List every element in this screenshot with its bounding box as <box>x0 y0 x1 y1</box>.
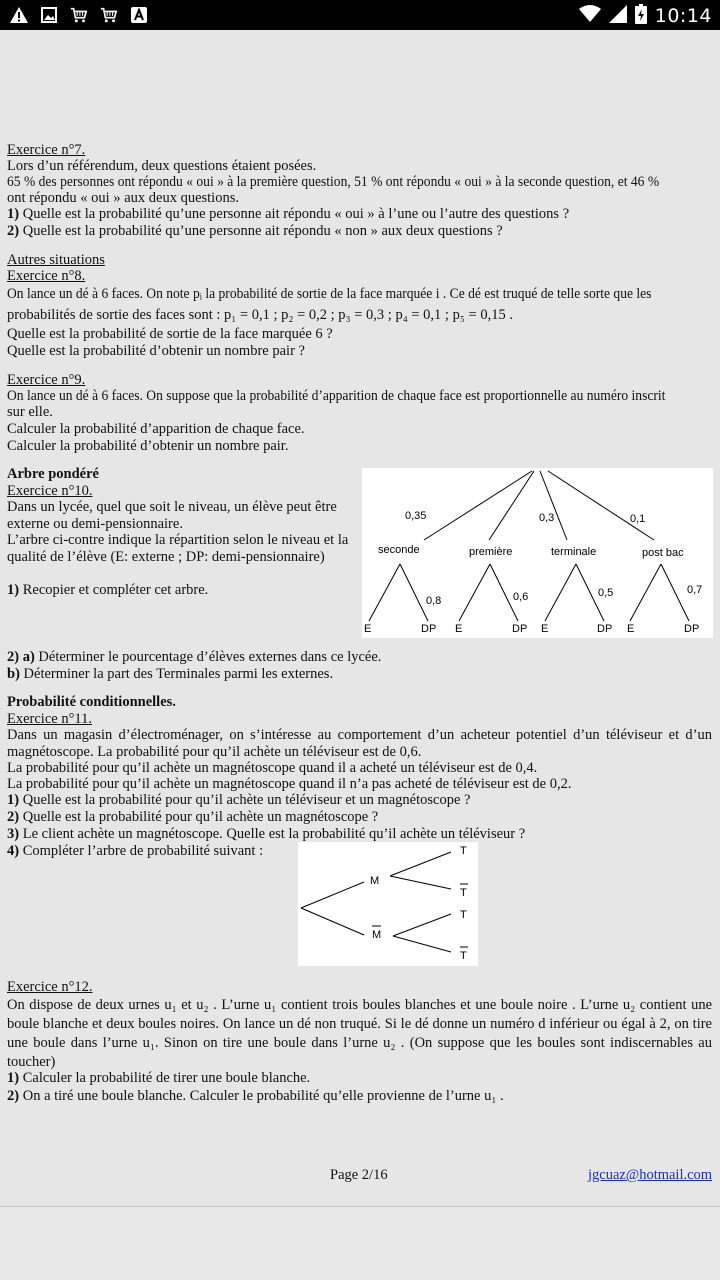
tree-leaf-e: E <box>455 623 463 635</box>
clock: 10:14 <box>654 5 712 27</box>
section-title-autres: Autres situations <box>7 252 105 268</box>
tree-node-t: T <box>460 845 467 857</box>
tree-prob-dp-postbac: 0,7 <box>687 584 703 596</box>
cart-icon <box>100 6 118 24</box>
exercise-12-text: boule blanche et deux boules noires. On lance un dé non truqué. Si le dé donne un numéro d inférieur ou égal à 2, on tire <box>7 1016 712 1032</box>
system-icons <box>579 4 712 28</box>
image-icon <box>40 6 58 24</box>
exercise-11-text: magnétoscope. La probabilité pour qu’il achète un téléviseur est de 0,6. <box>7 744 422 760</box>
tree-node-t: T <box>460 909 467 921</box>
page-bottom-area <box>0 1207 720 1280</box>
app-a-icon <box>130 6 148 24</box>
exercise-10-question-2a: 2) a) Déterminer le pourcentage d’élèves externes dans ce lycée. <box>7 649 382 665</box>
probability-tree-tv <box>298 842 478 966</box>
tree-prob-dp-premiere: 0,6 <box>513 591 529 603</box>
battery-icon <box>635 4 647 28</box>
exercise-7-question-1: 1) Quelle est la probabilité qu’une personne ait répondu « oui » à l’une ou l’autre des questions ? <box>7 206 570 222</box>
exercise-7-question-2: 2) Quelle est la probabilité qu’une personne ait répondu « non » aux deux questions ? <box>7 223 503 239</box>
exercise-12-text: On dispose de deux urnes u₁ et u₂ . L’urne u₁ contient trois boules blanches et une boule noire . L’urne u₂ contient une <box>7 997 712 1013</box>
tree-node-t-bar: T <box>460 950 467 962</box>
exercise-7-text: ont répondu « oui » aux deux questions. <box>7 190 239 206</box>
probability-tree-levels <box>362 468 713 638</box>
exercise-10-text: Dans un lycée, quel que soit le niveau, un élève peut être <box>7 499 337 515</box>
exercise-10-text: externe ou demi-pensionnaire. <box>7 516 183 532</box>
tree-leaf-dp: DP <box>684 623 700 635</box>
exercise-7-title: Exercice n°7. <box>7 142 86 158</box>
wifi-icon <box>579 5 601 27</box>
signal-icon <box>609 5 627 27</box>
email-link[interactable]: jgcuaz@hotmail.com <box>588 1167 713 1183</box>
tree-node-m: M <box>370 875 380 887</box>
tree-node-postbac: post bac <box>642 547 684 559</box>
tree-leaf-e: E <box>627 623 635 635</box>
tree-node-terminale: terminale <box>551 546 597 558</box>
exercise-9-text: Calculer la probabilité d’obtenir un nombre pair. <box>7 438 289 454</box>
exercise-11-question-4: 4) Compléter l’arbre de probabilité suivant : <box>7 843 264 859</box>
exercise-8-title: Exercice n°8. <box>7 268 86 284</box>
warning-icon <box>10 6 28 24</box>
exercise-8-text: On lance un dé à 6 faces. On note pᵢ la probabilité de sortie de la face marquée i . Ce dé est truqué de telle sorte que les <box>7 286 652 302</box>
exercise-7-text: 65 % des personnes ont répondu « oui » à la première question, 51 % ont répondu « oui » à la seconde question, et 46 % <box>7 174 660 190</box>
tree-leaf-e: E <box>541 623 549 635</box>
status-bar <box>0 0 720 30</box>
exercise-8-text: Quelle est la probabilité d’obtenir un nombre pair ? <box>7 343 305 359</box>
exercise-12-question-1: 1) Calculer la probabilité de tirer une boule blanche. <box>7 1070 311 1086</box>
exercise-8-text: probabilités de sortie des faces sont : p₁ = 0,1 ; p₂ = 0,2 ; p₃ = 0,3 ; p₄ = 0,1 ; p₅ = 0,15 . <box>7 307 513 323</box>
exercise-10-text: L’arbre ci-contre indique la répartition selon le niveau et la <box>7 532 349 548</box>
section-title-arbre: Arbre pondéré <box>7 466 99 482</box>
exercise-10-text: qualité de l’élève (E: externe ; DP: demi-pensionnaire) <box>7 549 325 565</box>
tree-node-t-bar: T <box>460 887 467 899</box>
exercise-11-text: La probabilité pour qu’il achète un magnétoscope quand il a acheté un téléviseur est de 0,4. <box>7 760 538 776</box>
tree-prob-dp-seconde: 0,8 <box>426 595 442 607</box>
notification-icons <box>10 6 148 24</box>
exercise-9-text: On lance un dé à 6 faces. On suppose que la probabilité d’apparition de chaque face est proportionnelle au numéro inscrit <box>7 388 666 404</box>
tree-node-premiere: première <box>469 546 513 558</box>
tree-node-seconde: seconde <box>378 544 420 556</box>
tree-node-m-bar: M <box>372 929 382 941</box>
exercise-12-text: une boule dans l’urne u₁. Sinon on tire une boule dans l’urne u₂ . (On suppose que les boules sont indiscernables au <box>7 1035 712 1051</box>
tree-leaf-dp: DP <box>512 623 528 635</box>
exercise-11-text: La probabilité pour qu’il achète un magnétoscope quand il n’a pas acheté de téléviseur est de 0,2. <box>7 776 572 792</box>
exercise-11-title: Exercice n°11. <box>7 711 92 727</box>
exercise-12-text: toucher) <box>7 1054 56 1070</box>
tree-leaf-dp: DP <box>597 623 613 635</box>
tree-prob-dp-terminale: 0,5 <box>598 587 614 599</box>
cart-icon <box>70 6 88 24</box>
exercise-8-text: Quelle est la probabilité de sortie de la face marquée 6 ? <box>7 326 333 342</box>
tree-prob-seconde: 0,35 <box>405 510 427 522</box>
exercise-10-question-2b: b) Déterminer la part des Terminales parmi les externes. <box>7 666 334 682</box>
exercise-9-title: Exercice n°9. <box>7 372 86 388</box>
section-title-proba: Probabilité conditionnelles. <box>7 694 176 710</box>
exercise-11-question-3: 3) Le client achète un magnétoscope. Quelle est la probabilité qu’il achète un téléviseur ? <box>7 826 526 842</box>
exercise-10-question-1: 1) Recopier et compléter cet arbre. <box>7 582 209 598</box>
tree-leaf-dp: DP <box>421 623 437 635</box>
exercise-9-text: sur elle. <box>7 404 53 420</box>
exercise-12-question-2: 2) On a tiré une boule blanche. Calculer le probabilité qu’elle provienne de l’urne u₁ . <box>7 1088 504 1104</box>
page-number: Page 2/16 <box>330 1167 388 1183</box>
tree-prob-terminale: 0,3 <box>539 512 555 524</box>
exercise-11-question-1: 1) Quelle est la probabilité pour qu’il achète un téléviseur et un magnétoscope ? <box>7 792 471 808</box>
exercise-11-question-2: 2) Quelle est la probabilité pour qu’il achète un magnétoscope ? <box>7 809 379 825</box>
exercise-10-title: Exercice n°10. <box>7 483 93 499</box>
exercise-11-text: Dans un magasin d’électroménager, on s’intéresse au comportement d’un acheteur potentiel d’un téléviseur et d’un <box>7 727 712 743</box>
exercise-9-text: Calculer la probabilité d’apparition de chaque face. <box>7 421 305 437</box>
tree-prob-postbac: 0,1 <box>630 513 646 525</box>
tree-leaf-e: E <box>364 623 372 635</box>
exercise-12-title: Exercice n°12. <box>7 979 93 995</box>
exercise-7-text: Lors d’un référendum, deux questions étaient posées. <box>7 158 317 174</box>
